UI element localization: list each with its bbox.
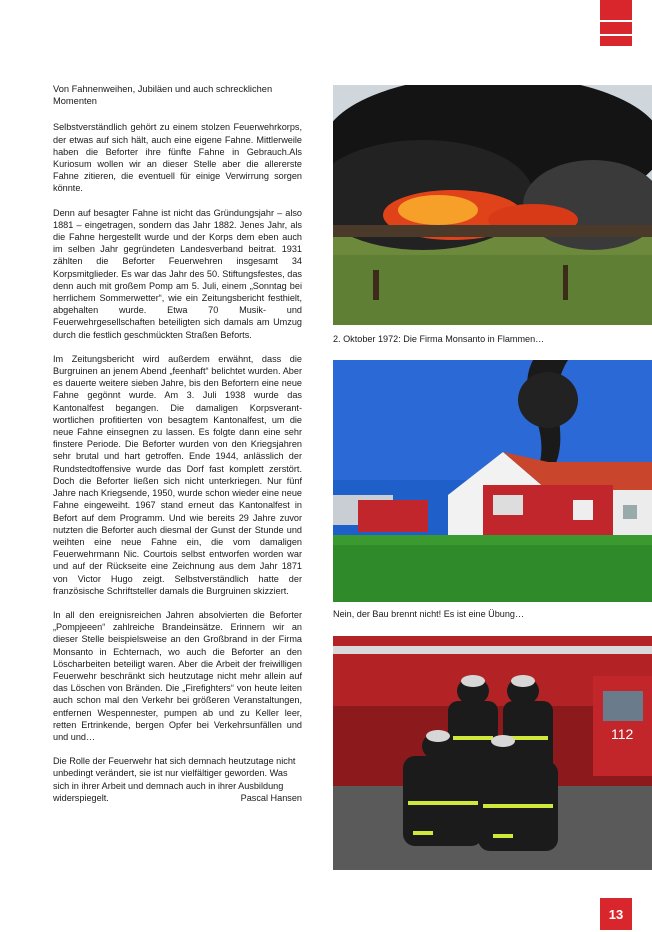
article-paragraph: Denn auf besagter Fahne ist nicht das Gründungsjahr – also 1881 – eingetragen, sondern das Jahr 1882. Jenes Jahr, als die Fahne hergestellt wurde und der Korps dem eben auch im selben Jahr gegründeten Landesverband beitrat. 1931 zählten die Beforter Feuerwehren insgesamt 34 Korpsmitglieder. Es war das Jahr des 50. Stiftungsfestes, das denn auch mit großem Pomp am 5. Juli, einem „Sonntag bei herrlichem Sommerwetter“, wie ein Zeitungsbericht festhielt, abgehalten wurde. Etwa 70 Musik- und Feuerwehrgesellschaften beteiligten sich damals am Umzug durch die festlich geschmückten Straßen Beforts. (53, 207, 302, 340)
article-paragraph: Die Rolle der Feuerwehr hat sich demnach heutzutage nicht unbedingt verändert, sie ist nur vielfältiger geworden. Was sich in ihrer Arbeit und demnach auch in ihrer Ausbildung widerspiegelt. (53, 756, 296, 803)
article-title: Von Fahnenweihen, Jubiläen und auch schrecklichen Momenten (53, 84, 273, 107)
photo-firefighters (333, 636, 652, 870)
photo-fire-exercise (333, 360, 652, 602)
article-paragraph: In all den ereignisreichen Jahren absolvierten die Beforter „Pompjeeen“ zahlreiche Brandeinsätze. Erinnern wir an dieser Stelle beispielsweise an den Großbrand in der Firma Monsanto in Echternach, wo auch die Beforter an den Löscharbeiten beteiligt waren. Aber die Arbeit der freiwilligen Feuerwehr beschränkt sich heutzutage nicht mehr allein auf das Löschen von Bränden. Die „Firefighters“ von heute leiten auch schon mal den Verkehr bei größeren Veranstaltungen, entfernen Wespennester, pumpen ab und zu Keller leer, retten Ertrinkende, bergen Opfer bei Verkehrsunfällen und und und… (53, 609, 302, 742)
firefighters-photo-image (333, 636, 652, 870)
page-number: 13 (600, 898, 632, 930)
article-paragraph: Im Zeitungsbericht wird außerdem erwähnt, dass die Burgruinen an jenem Abend „feenhaft“ belichtet wurden. Aber es dauerte weitere sieben Jahre, bis den Befortern eine neue Fahne gegönnt wurde. Am 3. Juli 1938 wurde das Kantonalfest begangen. Die damaligen Korpsverantwortlichen profitierten von besagtem Kantonalfest, um die neue Fahne einsegnen zu lassen. Es folgte dann eine sehr finstere Periode. Die Beforter wurden von den Kriegsjahren sehr brutal und hart getroffen. Ende 1944, anlässlich der Rundstedtoffensive wurde das Dorf fast komplett zerstört. Doch die Beforter ließen sich nicht unterkriegen. Nur fünf Jahre nach Kriegsende, 1950, wurde schon wieder eine neue Fahne eingeweiht. 1967 stand erneut das Kantonalfest in Befort auf dem Programm. Und wie bereits 29 Jahre zuvor nutzten die Beforter auch diesmal der Gunst der Stunde und weihten eine neue Fahne ein, die vom damaligen Feuerwehrmann Nic. Courtois selbst entworfen worden war und auf der Rückseite eine Zeichnung aus dem Jahr 1871 von Victor Hugo zeigt. Selbstverständlich hatte der französische Schriftsteller damals die Burgruinen skizziert. (53, 353, 302, 596)
exercise-photo-image (333, 360, 652, 602)
article-paragraph: Selbstverständlich gehört zu einem stolzen Feuerwehrkorps, der etwas auf sich hält, auch eine eigene Fahne. Mittlerweile haben die Beforter ihre fünfte Fahne in Gebrauch.Als Kuriosum wollen wir an dieser Stelle aber die allererste Fahne zitieren, die eventuell für einige Verwirrung sorgen könnte. (53, 122, 302, 194)
photo-caption: Nein, der Bau brennt nicht! Es ist eine Übung… (333, 609, 525, 619)
photo-caption: 2. Oktober 1972: Die Firma Monsanto in Flammen… (333, 334, 545, 344)
fire-photo-image (333, 85, 652, 325)
truck-label-112: 112 (611, 726, 634, 742)
article-author: Pascal Hansen (240, 792, 302, 803)
photo-monsanto-fire (333, 85, 652, 325)
corner-tab-accent (600, 0, 632, 54)
article (53, 83, 302, 804)
